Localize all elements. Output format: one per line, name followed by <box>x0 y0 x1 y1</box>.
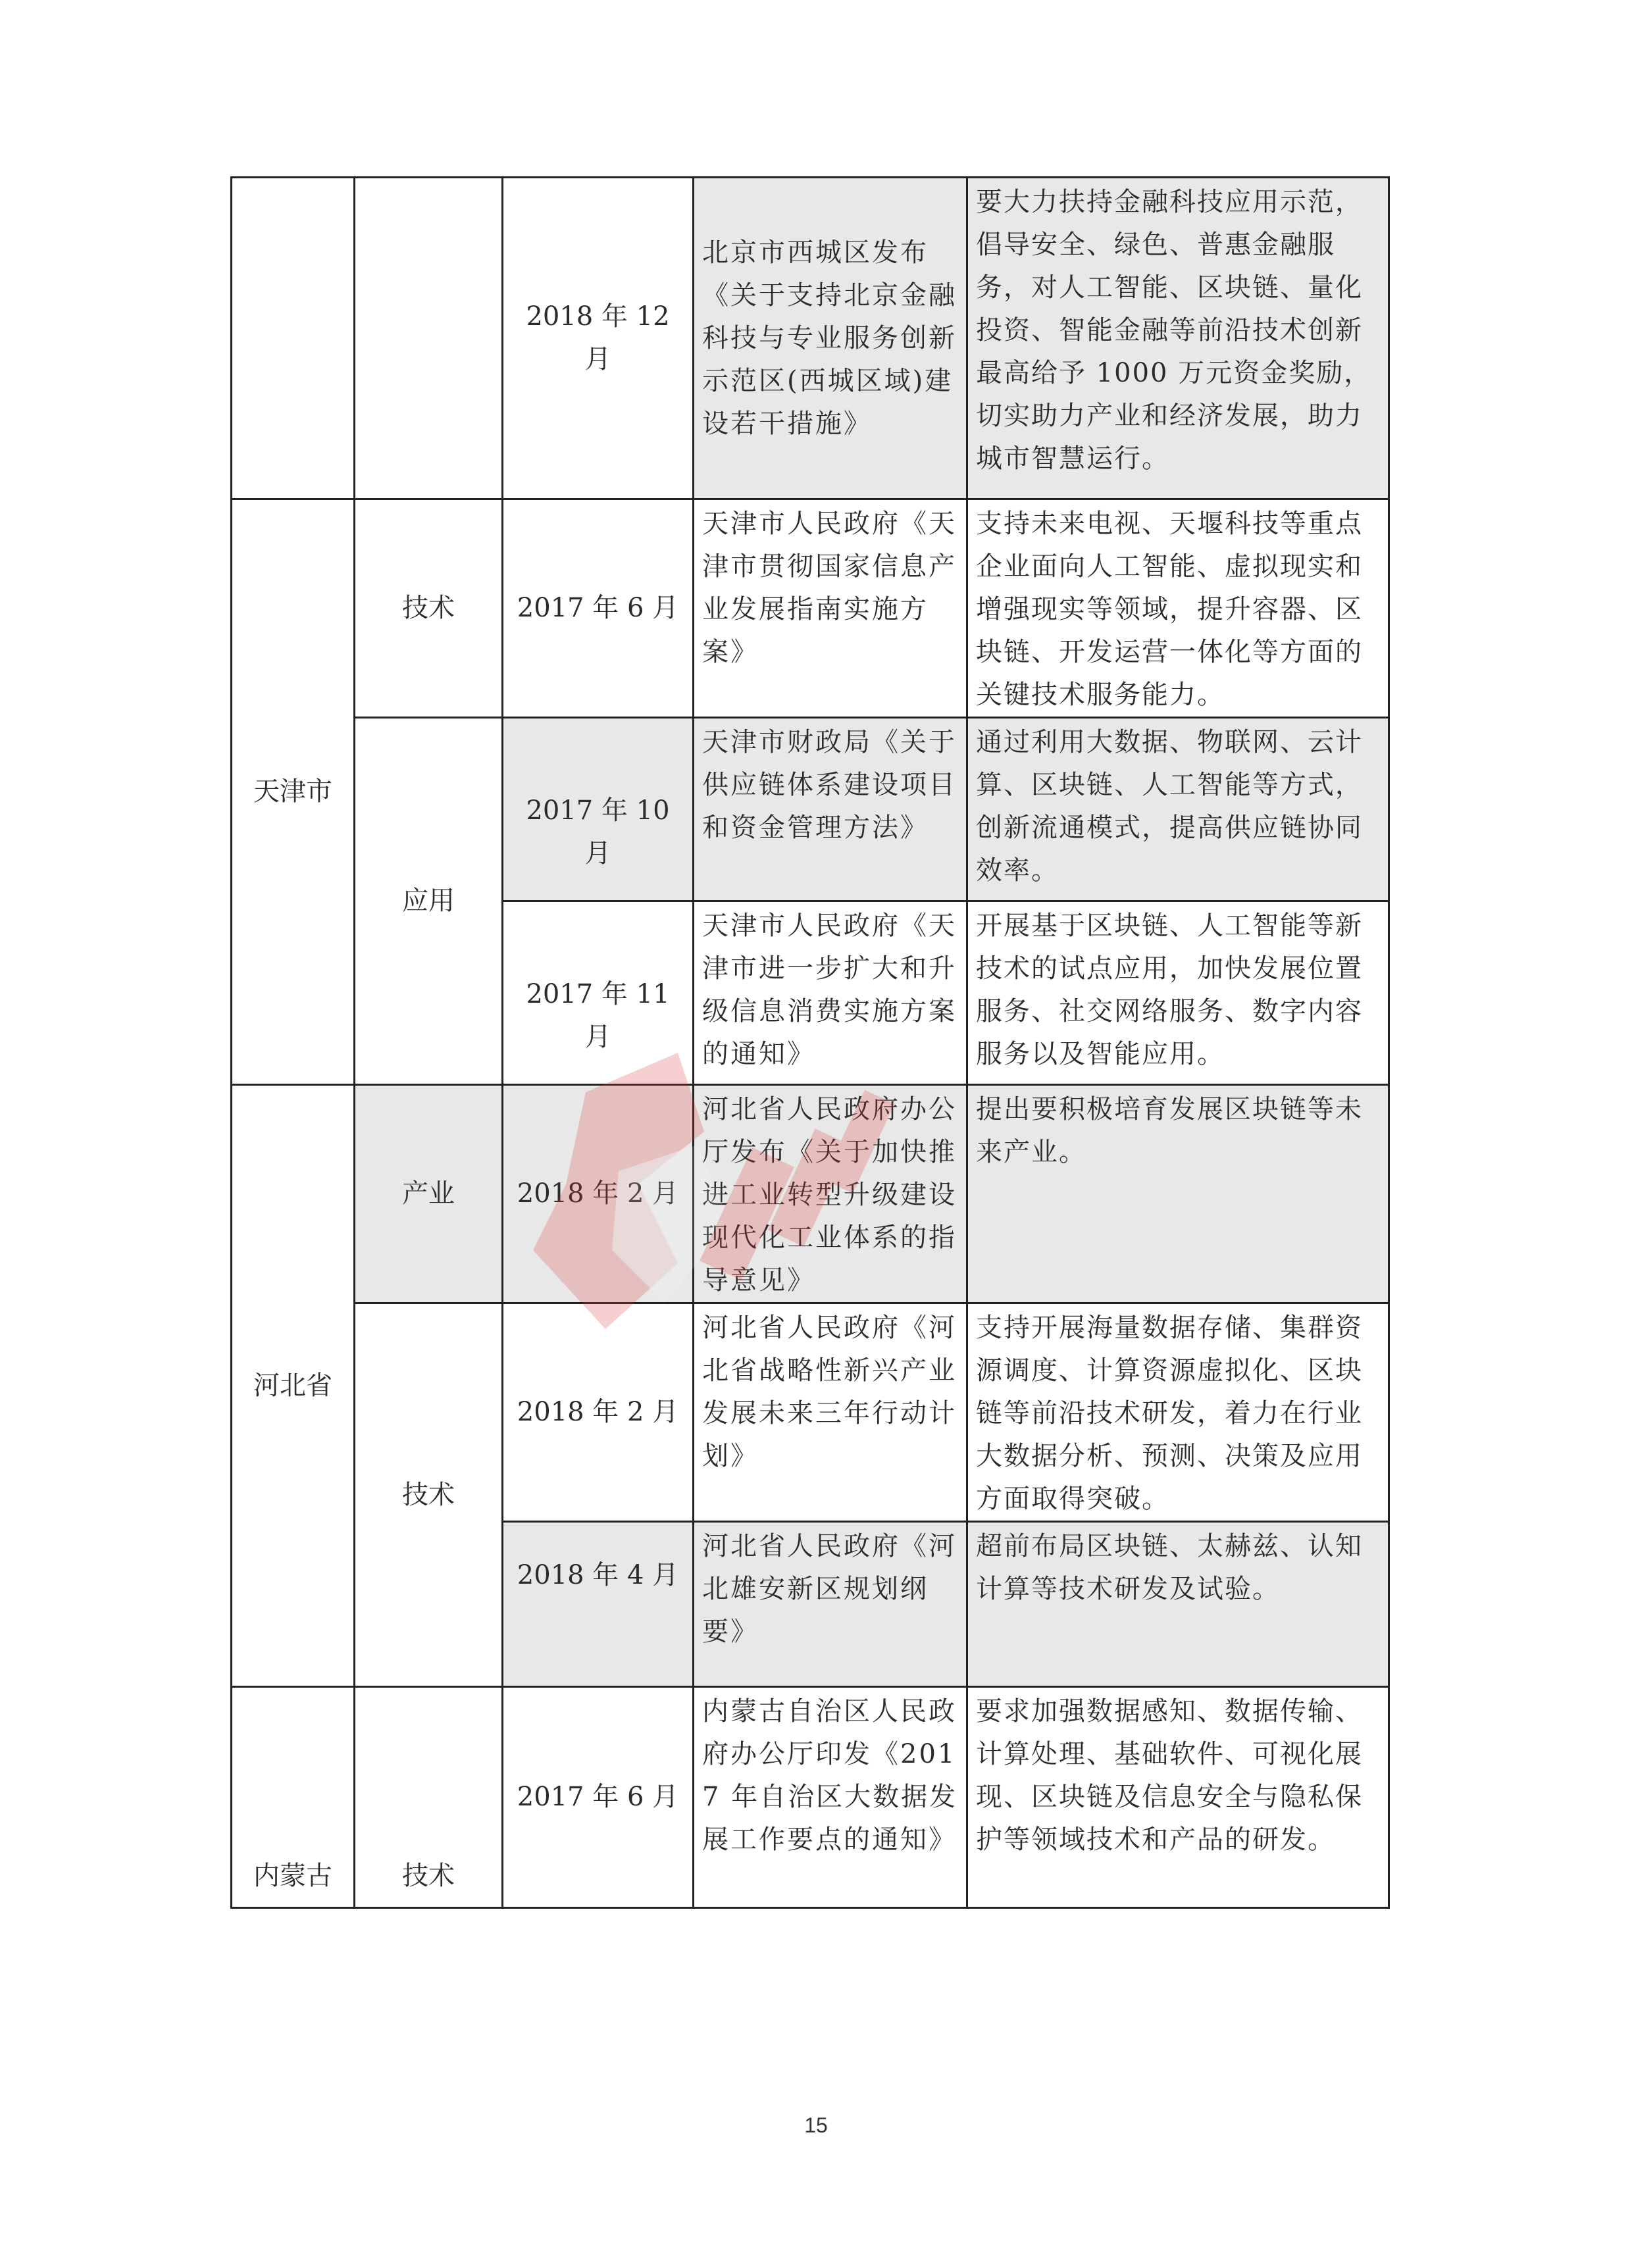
category-cell: 应用 <box>355 718 503 1085</box>
region-cell <box>232 178 355 499</box>
table-row <box>232 499 1389 718</box>
policy-cell: 河北省人民政府《河北省战略性新兴产业发展未来三年行动计划》 <box>694 1303 967 1522</box>
region-cell: 河北省 <box>232 1085 355 1687</box>
category-cell: 产业 <box>355 1085 503 1303</box>
policy-cell: 河北省人民政府办公厅发布《关于加快推进工业转型升级建设现代化工业体系的指导意见》 <box>694 1085 967 1303</box>
description-cell: 支持未来电视、天堰科技等重点企业面向人工智能、虚拟现实和增强现实等领域，提升容器、区块链、开发运营一体化等方面的关键技术服务能力。 <box>967 499 1389 718</box>
description-cell: 支持开展海量数据存储、集群资源调度、计算资源虚拟化、区块链等前沿技术研发，着力在行业大数据分析、预测、决策及应用方面取得突破。 <box>967 1303 1389 1522</box>
date-cell: 2017 年 11 月 <box>503 901 694 1085</box>
description-cell: 要求加强数据感知、数据传输、计算处理、基础软件、可视化展现、区块链及信息安全与隐私保护等领域技术和产品的研发。 <box>967 1687 1389 1908</box>
table-row <box>232 1303 1389 1522</box>
policy-cell: 内蒙古自治区人民政府办公厅印发《2017 年自治区大数据发展工作要点的通知》 <box>694 1687 967 1908</box>
policy-cell: 天津市财政局《关于供应链体系建设项目和资金管理方法》 <box>694 718 967 901</box>
date-cell: 2018 年 2 月 <box>503 1303 694 1522</box>
date-cell: 2017 年 10 月 <box>503 718 694 901</box>
category-cell <box>355 178 503 499</box>
description-cell: 通过利用大数据、物联网、云计算、区块链、人工智能等方式，创新流通模式，提高供应链协同效率。 <box>967 718 1389 901</box>
date-cell: 2017 年 6 月 <box>503 499 694 718</box>
table-row <box>232 1687 1389 1908</box>
description-cell: 开展基于区块链、人工智能等新技术的试点应用，加快发展位置服务、社交网络服务、数字内容服务以及智能应用。 <box>967 901 1389 1085</box>
category-cell: 技术 <box>355 1303 503 1687</box>
date-cell: 2018 年 2 月 <box>503 1085 694 1303</box>
policy-cell: 天津市人民政府《天津市贯彻国家信息产业发展指南实施方案》 <box>694 499 967 718</box>
description-cell: 要大力扶持金融科技应用示范，倡导安全、绿色、普惠金融服务，对人工智能、区块链、量化投资、智能金融等前沿技术创新最高给予 1000 万元资金奖励，切实助力产业和经济发展，助力城市智慧运行。 <box>967 178 1389 499</box>
date-cell: 2018 年 4 月 <box>503 1522 694 1687</box>
region-cell: 天津市 <box>232 499 355 1085</box>
policy-cell: 河北省人民政府《河北雄安新区规划纲要》 <box>694 1522 967 1687</box>
table-row <box>232 718 1389 901</box>
description-cell: 提出要积极培育发展区块链等未来产业。 <box>967 1085 1389 1303</box>
date-cell: 2017 年 6 月 <box>503 1687 694 1908</box>
category-cell: 技术 <box>355 499 503 718</box>
page-number: 15 <box>804 2113 828 2137</box>
policy-table <box>230 176 1390 1909</box>
description-cell: 超前布局区块链、太赫兹、认知计算等技术研发及试验。 <box>967 1522 1389 1687</box>
policy-cell: 天津市人民政府《天津市进一步扩大和升级信息消费实施方案的通知》 <box>694 901 967 1085</box>
region-cell: 内蒙古 <box>232 1687 355 1908</box>
table-row <box>232 1085 1389 1303</box>
date-cell: 2018 年 12 月 <box>503 178 694 499</box>
category-cell: 技术 <box>355 1687 503 1908</box>
table-row <box>232 178 1389 499</box>
policy-cell: 北京市西城区发布《关于支持北京金融科技与专业服务创新示范区(西城区域)建设若干措施》 <box>694 178 967 499</box>
